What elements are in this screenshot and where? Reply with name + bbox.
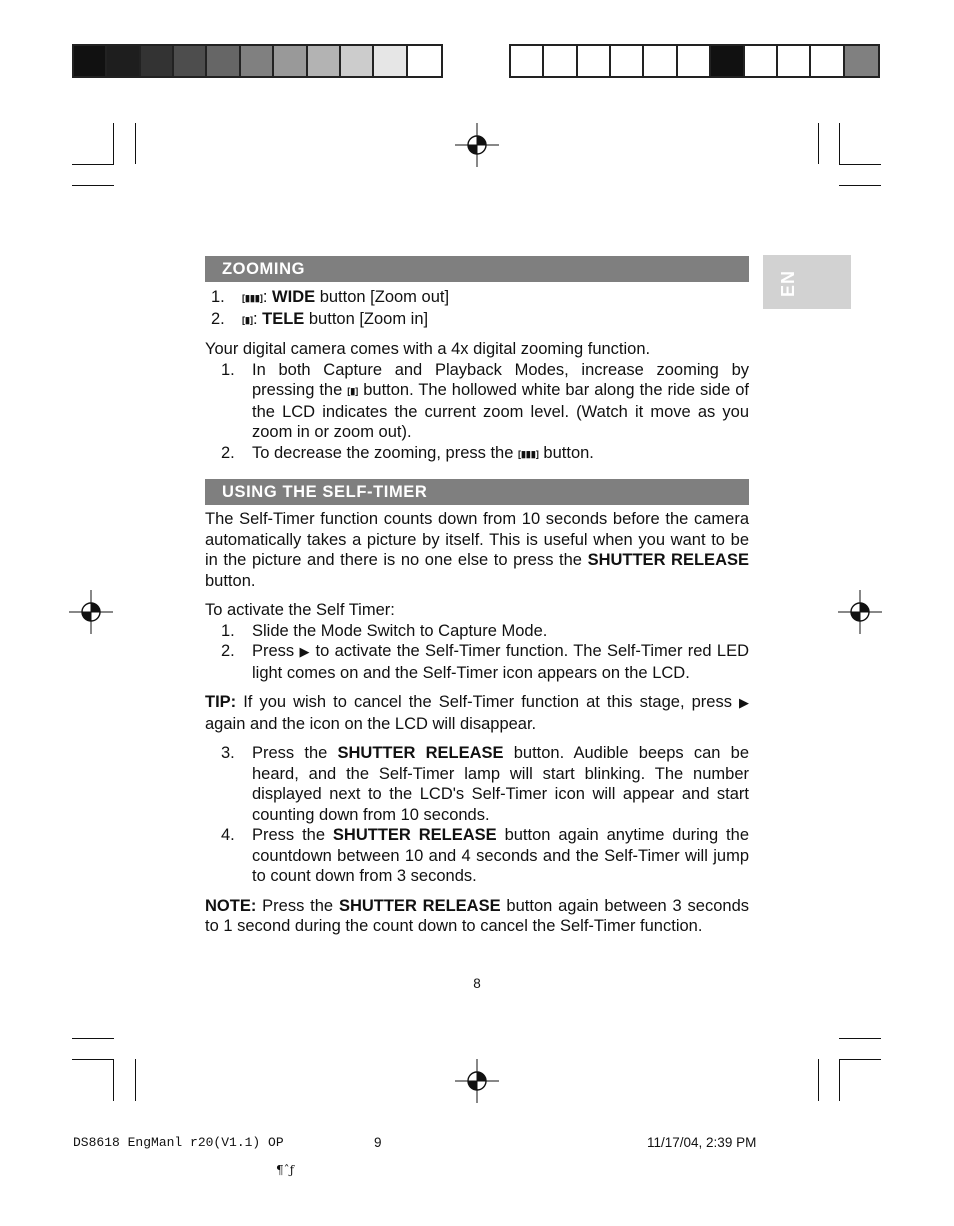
crop-mark bbox=[839, 1059, 881, 1060]
list-item bbox=[205, 443, 749, 465]
wide-label: WIDE bbox=[272, 288, 316, 306]
color-swatch bbox=[544, 46, 577, 76]
color-swatch bbox=[845, 46, 878, 76]
footer-glyph: ¶ˆƒ bbox=[276, 1163, 295, 1177]
crop-mark bbox=[72, 185, 114, 186]
activate-label: To activate the Self Timer: bbox=[205, 601, 395, 619]
crop-mark bbox=[839, 123, 840, 164]
step-text: button. The hollowed white bar along the ride side of the LCD indicates the current zoom level. (Watch it move as you zoom in or zoom out). bbox=[252, 381, 749, 441]
color-swatch bbox=[511, 46, 544, 76]
color-swatch bbox=[141, 46, 174, 76]
color-swatch bbox=[341, 46, 374, 76]
step-text: To decrease the zooming, press the bbox=[252, 443, 518, 462]
list-number: 3. bbox=[221, 744, 235, 762]
color-swatch bbox=[107, 46, 140, 76]
zoom-intro: Your digital camera comes with a 4x digital zooming function. bbox=[205, 340, 651, 358]
tele-icon: [▮] bbox=[347, 386, 359, 396]
right-arrow-icon: ▶ bbox=[299, 644, 311, 659]
color-swatch bbox=[308, 46, 341, 76]
color-swatch bbox=[778, 46, 811, 76]
list-number: 4. bbox=[221, 826, 235, 844]
crop-mark bbox=[135, 1059, 136, 1101]
color-swatch bbox=[241, 46, 274, 76]
color-swatch bbox=[174, 46, 207, 76]
color-swatch bbox=[374, 46, 407, 76]
list-item: 2. [▮]: TELE button [Zoom in] bbox=[195, 309, 749, 331]
footer-date: 11/17/04, 2:39 PM bbox=[647, 1135, 757, 1150]
list-number: 1. bbox=[221, 360, 235, 379]
list-item bbox=[205, 641, 749, 683]
color-swatch bbox=[711, 46, 744, 76]
color-swatch bbox=[644, 46, 677, 76]
registration-target-icon bbox=[455, 123, 499, 167]
step-text: button. bbox=[538, 443, 594, 462]
footer-filename: DS8618 EngManl r20(V1.1) OP bbox=[73, 1135, 284, 1150]
color-swatch bbox=[408, 46, 441, 76]
list-number: 1. bbox=[211, 288, 225, 306]
step-text: Press the SHUTTER RELEASE button. Audible beeps can be heard, and the Self-Timer lamp will start blinking. The number displayed next to the LCD's Self-Timer icon will appear and start counting down from 10 seconds. bbox=[252, 744, 749, 824]
crop-mark bbox=[839, 1038, 881, 1039]
step-text: Press the SHUTTER RELEASE button again anytime during the countdown between 10 and 4 seconds and the Self-Timer will jump to count down from 3 seconds. bbox=[252, 826, 749, 885]
step-text: Slide the Mode Switch to Capture Mode. bbox=[252, 621, 548, 640]
registration-target-icon bbox=[69, 590, 113, 634]
crop-mark bbox=[72, 1038, 114, 1039]
list-item bbox=[205, 360, 749, 443]
color-swatch bbox=[578, 46, 611, 76]
color-swatch bbox=[678, 46, 711, 76]
tele-icon: [▮] bbox=[242, 314, 253, 325]
color-swatch bbox=[611, 46, 644, 76]
tele-label: TELE bbox=[262, 309, 305, 328]
right-arrow-icon: ▶ bbox=[739, 695, 749, 710]
wide-description: button [Zoom out] bbox=[315, 288, 450, 306]
zooming-section bbox=[205, 256, 749, 464]
crop-mark bbox=[818, 123, 819, 164]
list-item bbox=[205, 743, 749, 825]
step-text: Press ▶ to activate the Self-Timer function. The Self-Timer red LED light comes on and the Self-Timer icon appears on the LCD. bbox=[252, 642, 750, 682]
language-tab bbox=[763, 255, 851, 309]
note-paragraph: NOTE: Press the SHUTTER RELEASE button again between 3 seconds to 1 second during the count down to cancel the Self-Timer function. bbox=[205, 896, 749, 935]
self-timer-heading: USING THE SELF-TIMER bbox=[205, 479, 749, 505]
list-number: 2. bbox=[211, 309, 225, 328]
footer-sheet-number: 9 bbox=[374, 1135, 382, 1150]
crop-mark bbox=[839, 164, 881, 165]
crop-mark bbox=[113, 123, 114, 164]
step-text: In both Capture and Playback Modes, increase zooming by pressing the bbox=[252, 360, 749, 399]
crop-mark bbox=[135, 123, 136, 164]
crop-mark bbox=[72, 164, 114, 165]
left-color-bar bbox=[72, 44, 443, 78]
color-swatch bbox=[274, 46, 307, 76]
tele-description: button [Zoom in] bbox=[304, 309, 429, 328]
list-number: 2. bbox=[221, 642, 235, 660]
wide-icon: [▮▮▮] bbox=[242, 293, 263, 303]
crop-mark bbox=[839, 1059, 840, 1101]
crop-mark bbox=[113, 1059, 114, 1101]
zooming-heading: ZOOMING bbox=[205, 256, 749, 282]
language-tab-label: EN bbox=[778, 269, 798, 297]
crop-mark bbox=[72, 1059, 114, 1060]
list-number: 2. bbox=[221, 443, 235, 462]
tip-paragraph: TIP: If you wish to cancel the Self-Timer function at this stage, press ▶ again and the icon on the LCD will disappear. bbox=[205, 693, 749, 733]
list-item bbox=[205, 621, 749, 642]
crop-mark bbox=[818, 1059, 819, 1101]
registration-target-icon bbox=[455, 1059, 499, 1103]
color-swatch bbox=[745, 46, 778, 76]
right-color-bar bbox=[509, 44, 880, 78]
list-number: 1. bbox=[221, 621, 235, 640]
page-number: 8 bbox=[473, 976, 481, 991]
list-item bbox=[205, 825, 749, 887]
self-timer-intro: The Self-Timer function counts down from 10 seconds before the camera automatically takes a picture by itself. This is useful when you want to be in the picture and there is no one else to press the SHUTTER RELEASE button. bbox=[205, 510, 749, 590]
list-item: 1. [▮▮▮]: WIDE button [Zoom out] bbox=[195, 287, 749, 309]
wide-icon: [▮▮▮] bbox=[517, 448, 539, 459]
registration-target-icon bbox=[838, 590, 882, 634]
color-swatch bbox=[811, 46, 844, 76]
crop-mark bbox=[839, 185, 881, 186]
color-swatch bbox=[74, 46, 107, 76]
self-timer-section bbox=[205, 479, 749, 937]
color-swatch bbox=[207, 46, 240, 76]
